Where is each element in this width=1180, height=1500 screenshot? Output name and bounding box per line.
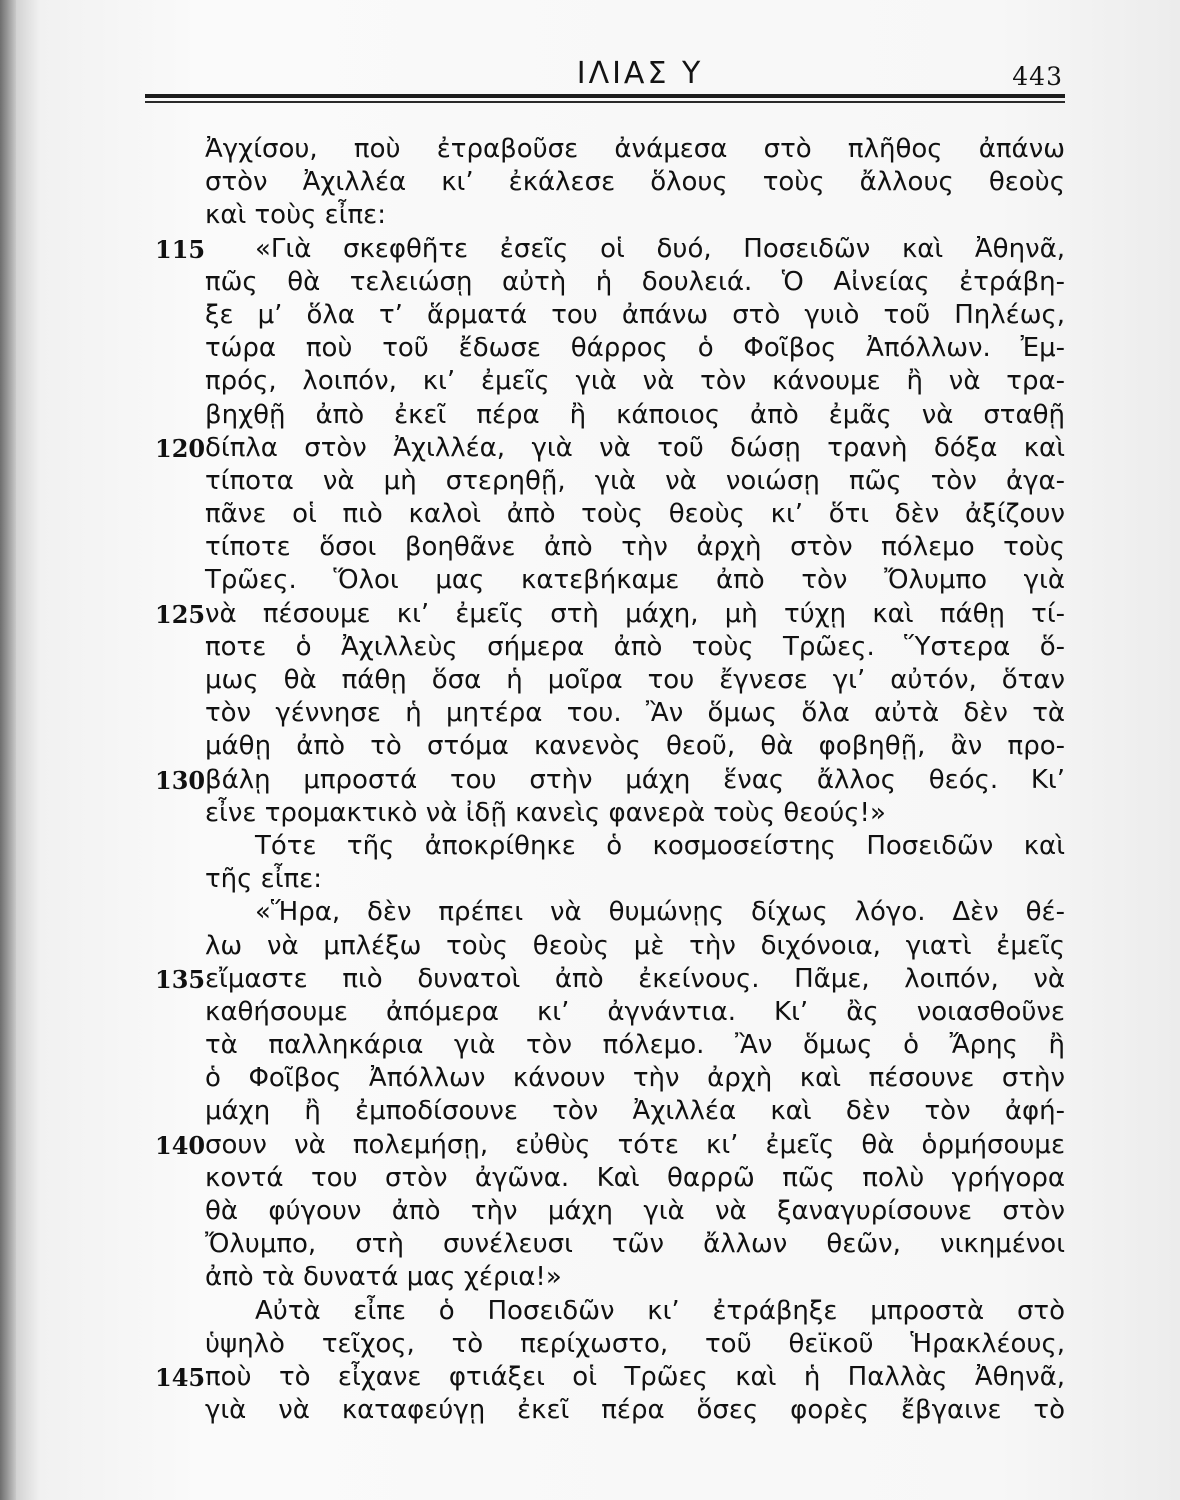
line-text: Ἀγχίσου, ποὺ ἐτραβοῦσε ἀνάμεσα στὸ πλῆθος ἀπάνω xyxy=(205,134,1065,164)
line-number: 120 xyxy=(155,433,206,463)
line-text: δίπλα στὸν Ἀχιλλέα, γιὰ νὰ τοῦ δώσῃ τρανὴ δόξα καὶ xyxy=(205,432,1065,463)
text-line xyxy=(150,598,1080,631)
page-number: 443 xyxy=(1012,62,1063,91)
line-text: λω νὰ μπλέξω τοὺς θεοὺς μὲ τὴν διχόνοια, γιατὶ ἐμεῖς xyxy=(205,930,1065,961)
line-text: μάχη ἢ ἐμποδίσουνε τὸν Ἀχιλλέα καὶ δὲν τὸν ἀφή- xyxy=(205,1096,1065,1127)
running-title: ΙΛΙΑΣ Υ xyxy=(576,56,704,91)
text-line xyxy=(150,963,1080,996)
text-line xyxy=(150,1394,1080,1427)
body-text xyxy=(150,133,1080,1427)
line-text: τώρα ποὺ τοῦ ἔδωσε θάρρος ὁ Φοῖβος Ἀπόλλων. Ἐμ- xyxy=(205,333,1065,364)
line-text: μως θὰ πάθῃ ὅσα ἡ μοῖρα του ἔγνεσε γι’ αὐτόν, ὅταν xyxy=(205,665,1065,695)
text-line xyxy=(150,764,1080,797)
line-text: κοντά του στὸν ἀγῶνα. Καὶ θαρρῶ πῶς πολὺ γρήγορα xyxy=(205,1162,1065,1193)
text-line xyxy=(150,498,1080,531)
text-line xyxy=(150,1062,1080,1095)
line-text: εἶνε τρομακτικὸ νὰ ἰδῇ κανεὶς φανερὰ τοὺς θεούς!» xyxy=(205,797,886,828)
line-number: 145 xyxy=(155,1362,206,1392)
text-line xyxy=(150,299,1080,332)
text-line xyxy=(150,365,1080,398)
page-header xyxy=(145,50,1065,90)
text-line xyxy=(150,730,1080,763)
line-text: πῶς θὰ τελειώσῃ αὐτὴ ἡ δουλειά. Ὁ Αἰνείας ἐτράβη- xyxy=(205,266,1065,297)
text-line xyxy=(150,697,1080,730)
line-text: μάθῃ ἀπὸ τὸ στόμα κανενὸς θεοῦ, θὰ φοβηθῇ, ἂν προ- xyxy=(205,731,1065,762)
line-text: ποὺ τὸ εἶχανε φτιάξει οἱ Τρῶες καὶ ἡ Παλλὰς Ἀθηνᾶ, xyxy=(205,1361,1065,1392)
line-number: 130 xyxy=(155,765,206,795)
text-line xyxy=(150,432,1080,465)
text-line xyxy=(150,1095,1080,1128)
text-line xyxy=(150,863,1080,896)
text-line xyxy=(150,664,1080,697)
line-text: «Γιὰ σκεφθῆτε ἐσεῖς οἱ δυό, Ποσειδῶν καὶ Ἀθηνᾶ, xyxy=(255,233,1065,264)
line-number: 135 xyxy=(155,964,206,994)
line-text: εἴμαστε πιὸ δυνατοὶ ἀπὸ ἐκείνους. Πᾶμε, λοιπόν, νὰ xyxy=(205,963,1065,994)
line-text: Αὐτὰ εἶπε ὁ Ποσειδῶν κι’ ἐτράβηξε μπροστὰ στὸ xyxy=(255,1295,1065,1326)
line-text: ποτε ὁ Ἀχιλλεὺς σήμερα ἀπὸ τοὺς Τρῶες. Ὕστερα ὅ- xyxy=(205,631,1065,662)
line-text: θὰ φύγουν ἀπὸ τὴν μάχη γιὰ νὰ ξαναγυρίσουνε στὸν xyxy=(205,1196,1065,1226)
text-line xyxy=(150,465,1080,498)
text-line xyxy=(150,399,1080,432)
line-text: πᾶνε οἱ πιὸ καλοὶ ἀπὸ τοὺς θεοὺς κι’ ὅτι δὲν ἀξίζουν xyxy=(205,499,1065,530)
line-text: «Ἥρα, δὲν πρέπει νὰ θυμώνῃς δίχως λόγο. Δὲν θέ- xyxy=(255,897,1065,928)
text-line xyxy=(150,1295,1080,1328)
text-line xyxy=(150,1361,1080,1394)
text-line xyxy=(150,564,1080,597)
line-text: ἀπὸ τὰ δυνατά μας χέρια!» xyxy=(205,1262,562,1293)
text-line xyxy=(150,531,1080,564)
line-text: καθήσουμε ἀπόμερα κι’ ἀγνάντια. Κι’ ἂς νοιασθοῦνε xyxy=(205,996,1065,1027)
line-text: ξε μ’ ὅλα τ’ ἅρματά του ἀπάνω στὸ γυιὸ τοῦ Πηλέως, xyxy=(205,299,1065,330)
line-text: πρός, λοιπόν, κι’ ἐμεῖς γιὰ νὰ τὸν κάνουμε ἢ νὰ τρα- xyxy=(205,366,1065,397)
text-line xyxy=(150,1129,1080,1162)
header-rule-thin xyxy=(145,101,1065,103)
text-line xyxy=(150,1261,1080,1294)
line-text: τὸν γέννησε ἡ μητέρα του. Ἂν ὅμως ὅλα αὐτὰ δὲν τὰ xyxy=(205,698,1065,729)
line-text: Ὄλυμπο, στὴ συνέλευσι τῶν ἄλλων θεῶν, νικημένοι xyxy=(205,1229,1065,1260)
line-text: Τότε τῆς ἀποκρίθηκε ὁ κοσμοσείστης Ποσειδῶν καὶ xyxy=(255,830,1065,861)
line-text: τίποτα νὰ μὴ στερηθῇ, γιὰ νὰ νοιώσῃ πῶς τὸν ἀγα- xyxy=(205,465,1065,496)
line-text: νὰ πέσουμε κι’ ἐμεῖς στὴ μάχη, μὴ τύχῃ καὶ πάθῃ τί- xyxy=(205,598,1065,629)
text-line xyxy=(150,1162,1080,1195)
line-text: ὁ Φοῖβος Ἀπόλλων κάνουν τὴν ἀρχὴ καὶ πέσουνε στὴν xyxy=(205,1063,1065,1094)
line-text: σουν νὰ πολεμήσῃ, εὐθὺς τότε κι’ ἐμεῖς θὰ ὁρμήσουμε xyxy=(205,1129,1065,1160)
line-text: γιὰ νὰ καταφεύγῃ ἐκεῖ πέρα ὅσες φορὲς ἔβγαινε τὸ xyxy=(205,1395,1065,1426)
line-number: 140 xyxy=(155,1130,206,1160)
text-line xyxy=(150,896,1080,929)
text-line xyxy=(150,133,1080,166)
text-line xyxy=(150,266,1080,299)
line-text: Τρῶες. Ὅλοι μας κατεβήκαμε ἀπὸ τὸν Ὄλυμπο γιὰ xyxy=(205,565,1065,596)
text-line xyxy=(150,1328,1080,1361)
text-line xyxy=(150,797,1080,830)
text-line xyxy=(150,1228,1080,1261)
line-text: καὶ τοὺς εἶπε: xyxy=(205,200,386,231)
text-line xyxy=(150,1195,1080,1228)
line-text: ὑψηλὸ τεῖχος, τὸ περίχωστο, τοῦ θεϊκοῦ Ἡρακλέους, xyxy=(205,1328,1065,1359)
text-line xyxy=(150,199,1080,232)
line-text: τίποτε ὅσοι βοηθᾶνε ἀπὸ τὴν ἀρχὴ στὸν πόλεμο τοὺς xyxy=(205,532,1065,563)
text-line xyxy=(150,1029,1080,1062)
line-text: τὰ παλληκάρια γιὰ τὸν πόλεμο. Ἂν ὅμως ὁ Ἄρης ἢ xyxy=(205,1030,1065,1061)
line-text: βηχθῇ ἀπὸ ἐκεῖ πέρα ἢ κάποιος ἀπὸ ἐμᾶς νὰ σταθῇ xyxy=(205,399,1065,430)
line-number: 115 xyxy=(155,234,206,264)
line-text: τῆς εἶπε: xyxy=(205,864,322,895)
line-text: βάλῃ μπροστά του στὴν μάχη ἕνας ἄλλος θεός. Κι’ xyxy=(205,764,1065,795)
text-line xyxy=(150,631,1080,664)
text-line xyxy=(150,996,1080,1029)
line-number: 125 xyxy=(155,599,206,629)
text-line xyxy=(150,830,1080,863)
text-line xyxy=(150,166,1080,199)
page-gutter-shadow xyxy=(0,0,16,1500)
line-text: στὸν Ἀχιλλέα κι’ ἐκάλεσε ὅλους τοὺς ἄλλους θεοὺς xyxy=(205,167,1065,198)
text-line xyxy=(150,233,1080,266)
text-line xyxy=(150,332,1080,365)
header-rule-thick xyxy=(145,94,1065,98)
text-line xyxy=(150,930,1080,963)
